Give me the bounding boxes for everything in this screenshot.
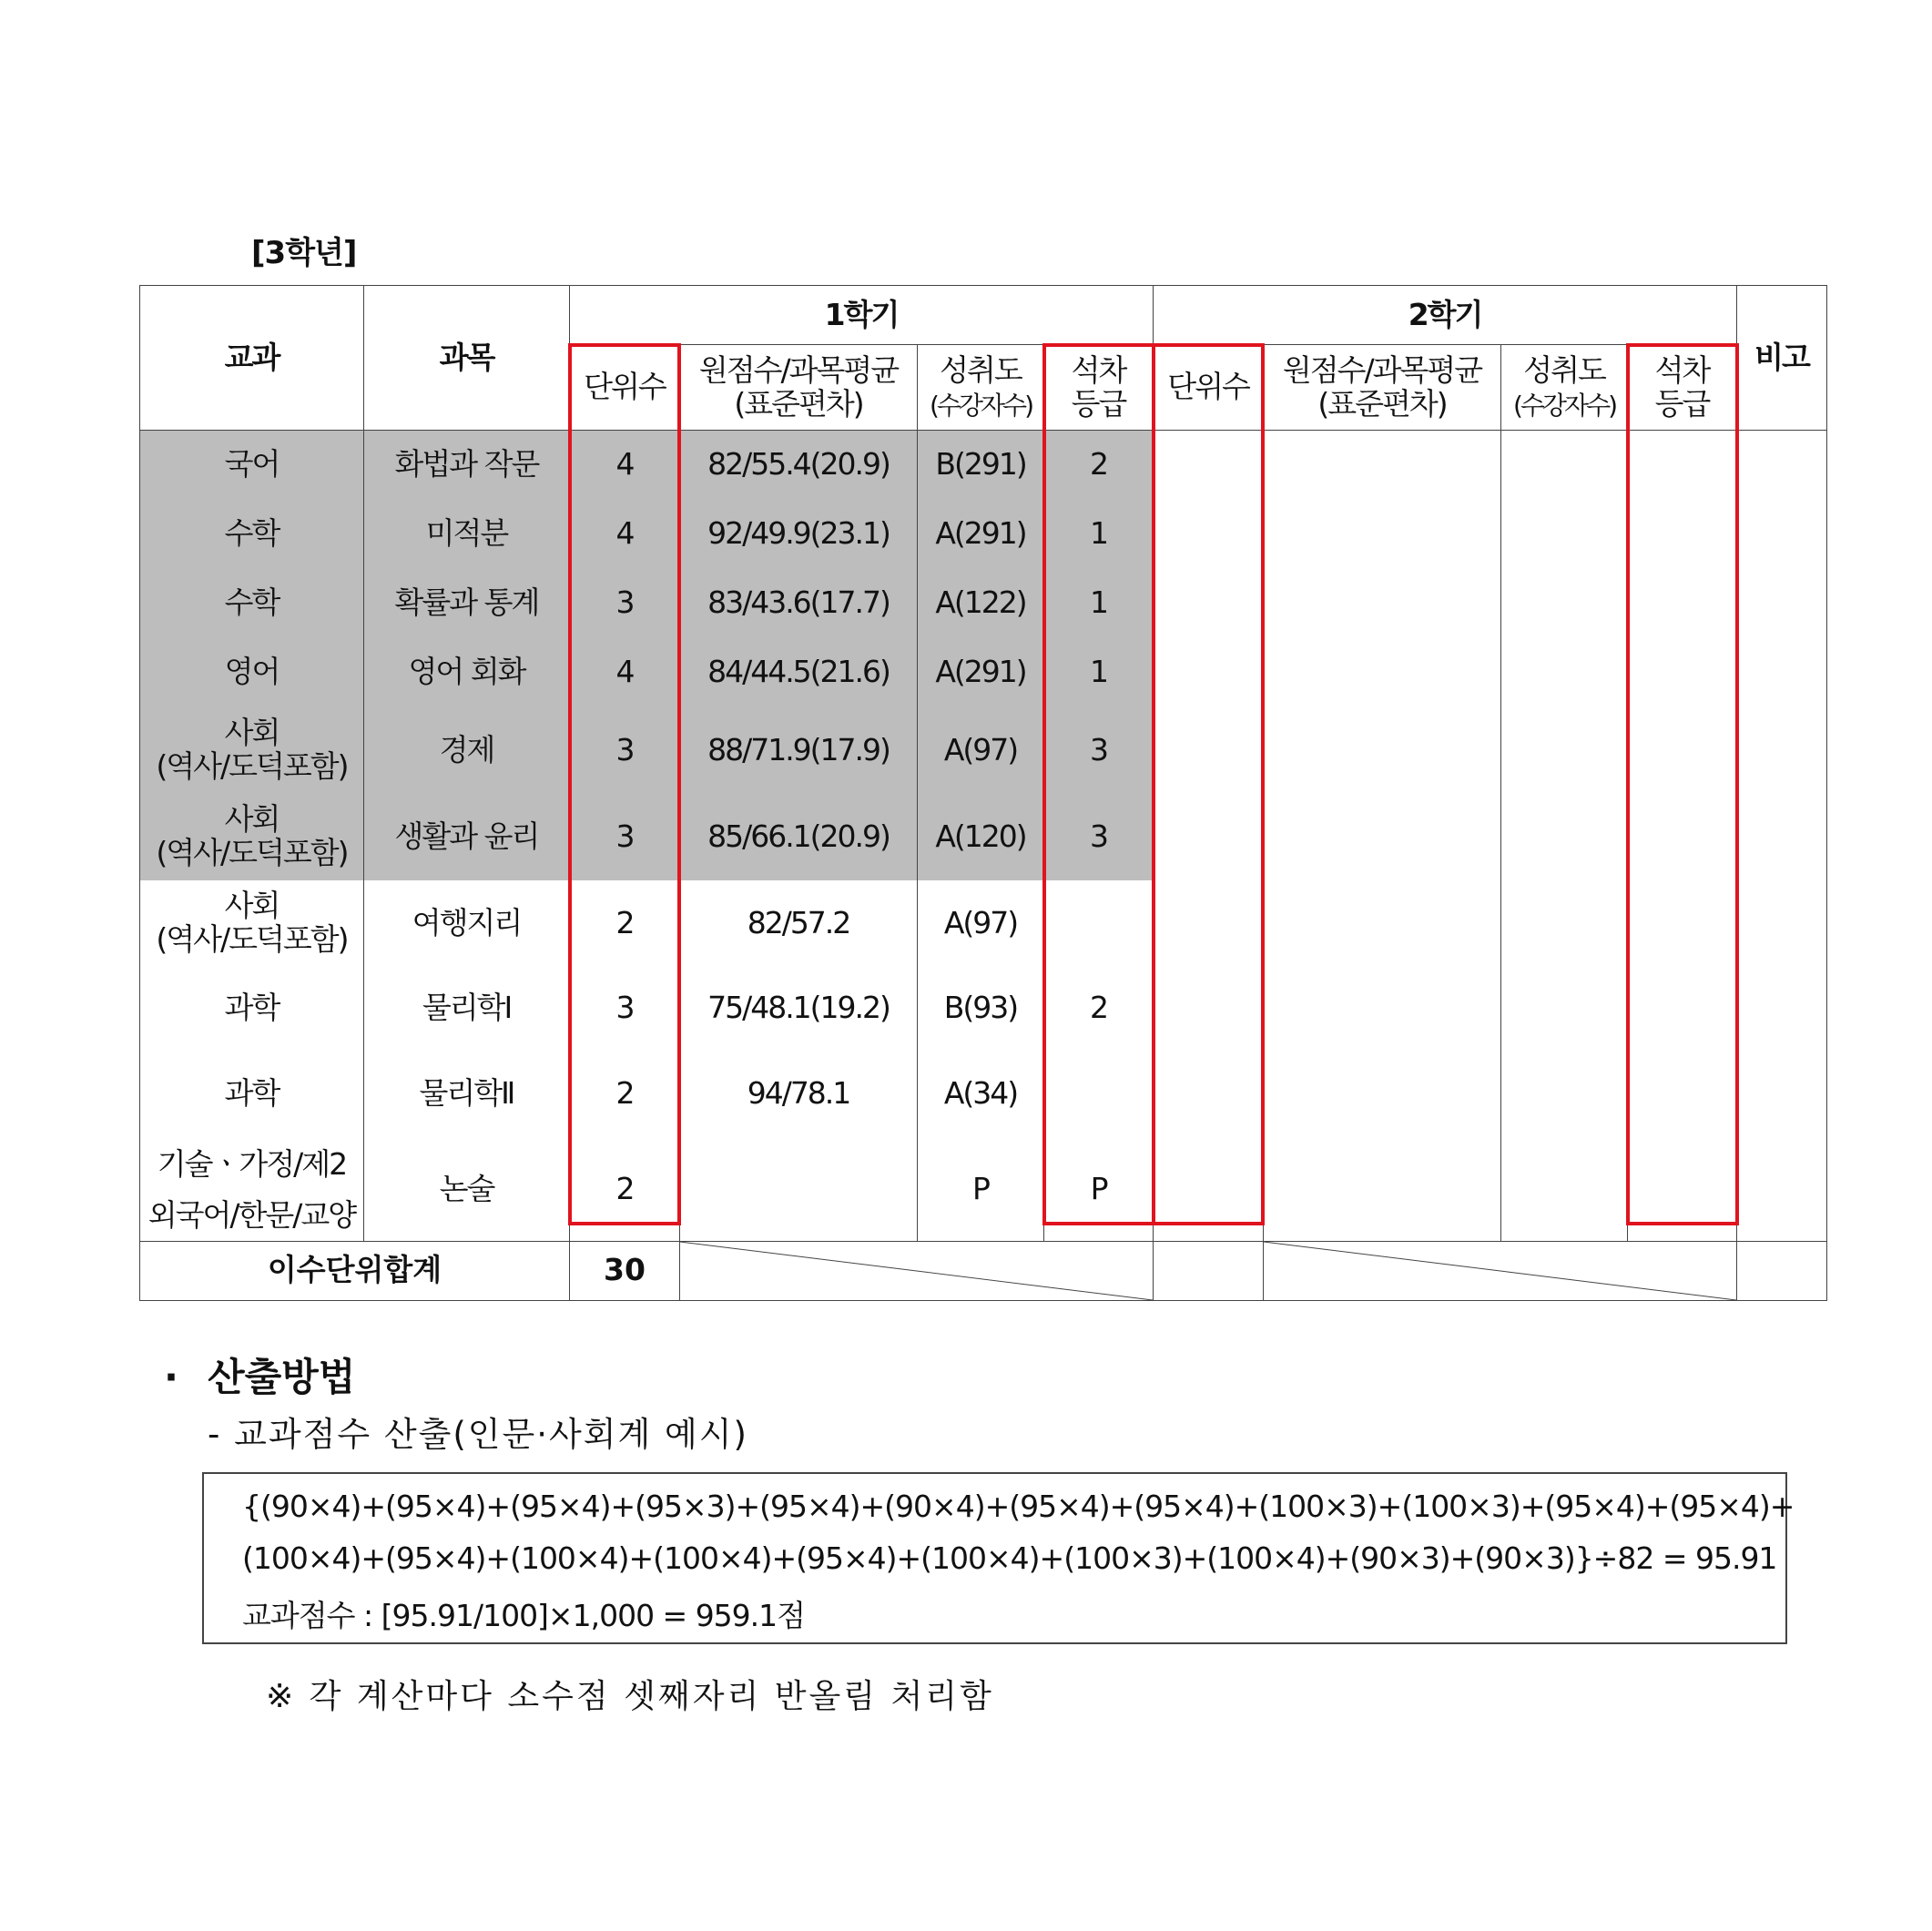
achievement-value: A(120) xyxy=(935,818,1026,854)
area-line1: 사회 xyxy=(224,801,280,838)
cell-s2-units xyxy=(1154,500,1264,569)
cell-course xyxy=(364,707,570,794)
cell-course xyxy=(364,638,570,707)
area-line2: (역사/도덕포함) xyxy=(156,835,348,870)
score-value: 84/44.5(21.6) xyxy=(707,654,890,690)
cell-area xyxy=(140,880,364,967)
header-s2-achievement-line2: (수강자수) xyxy=(1513,390,1616,421)
area-line1: 영어 xyxy=(224,654,280,690)
cell-s1-units xyxy=(570,500,680,569)
cell-remarks xyxy=(1737,569,1827,638)
cell-s1-rank xyxy=(1044,794,1154,880)
cell-s2-achievement xyxy=(1501,1139,1628,1242)
rank-value: P xyxy=(1090,1171,1107,1207)
grades-table xyxy=(139,285,1827,1301)
cell-s1-score xyxy=(680,569,918,638)
header-s2-achievement-line1: 성취도 xyxy=(1523,351,1605,388)
area-line1: 사회 xyxy=(224,888,280,924)
score-value: 94/78.1 xyxy=(747,1075,850,1112)
achievement-value: A(291) xyxy=(935,515,1026,552)
cell-s1-rank xyxy=(1044,431,1154,500)
cell-s1-achievement xyxy=(918,431,1044,500)
cell-s1-achievement xyxy=(918,1050,1044,1139)
cell-s2-achievement xyxy=(1501,1050,1628,1139)
area-line1: 기술ㆍ가정/제2 xyxy=(157,1145,347,1182)
cell-s1-units xyxy=(570,794,680,880)
units-value: 4 xyxy=(615,515,634,552)
rank-value: 3 xyxy=(1090,731,1108,767)
score-value: 92/49.9(23.1) xyxy=(707,515,890,552)
course-name: 경제 xyxy=(439,731,494,767)
header-s2-units: 단위수 xyxy=(1154,345,1264,431)
total-s1-diagonal xyxy=(680,1241,1154,1300)
achievement-value: A(122) xyxy=(935,584,1026,621)
cell-course xyxy=(364,794,570,880)
rank-value: 1 xyxy=(1090,584,1108,621)
course-name: 확률과 통계 xyxy=(394,584,539,621)
score-value: 83/43.6(17.7) xyxy=(707,584,890,621)
cell-s1-units xyxy=(570,1139,680,1242)
cell-remarks xyxy=(1737,638,1827,707)
method-heading xyxy=(164,1347,355,1402)
header-s1-score xyxy=(680,345,918,431)
cell-s2-units xyxy=(1154,569,1264,638)
area-line2: (역사/도덕포함) xyxy=(156,921,348,957)
cell-s1-units xyxy=(570,1050,680,1139)
cell-s1-achievement xyxy=(918,569,1044,638)
area-line1: 수학 xyxy=(224,584,280,621)
course-name: 여행지리 xyxy=(412,904,522,940)
area-line1: 과학 xyxy=(224,989,280,1025)
total-s2-diagonal xyxy=(1264,1241,1737,1300)
cell-s2-units xyxy=(1154,638,1264,707)
header-s1-achievement-line2: (수강자수) xyxy=(929,390,1032,421)
header-semester2: 2학기 xyxy=(1154,286,1737,345)
cell-remarks xyxy=(1737,1050,1827,1139)
cell-s1-rank xyxy=(1044,638,1154,707)
cell-s2-rank xyxy=(1628,967,1737,1050)
cell-s2-score xyxy=(1264,638,1501,707)
cell-s1-score xyxy=(680,638,918,707)
course-name: 영어 회화 xyxy=(408,654,525,690)
achievement-value: B(291) xyxy=(935,446,1026,483)
units-value: 4 xyxy=(615,446,634,483)
area-line2: 외국어/한문/교양 xyxy=(147,1196,356,1233)
cell-s2-score xyxy=(1264,500,1501,569)
cell-course xyxy=(364,500,570,569)
cell-area xyxy=(140,500,364,569)
cell-area xyxy=(140,569,364,638)
table-row xyxy=(140,1139,1827,1242)
cell-remarks xyxy=(1737,431,1827,500)
cell-s2-achievement xyxy=(1501,638,1628,707)
cell-s2-score xyxy=(1264,569,1501,638)
cell-s2-achievement xyxy=(1501,967,1628,1050)
cell-s2-score xyxy=(1264,1139,1501,1242)
total-s2-units xyxy=(1154,1241,1264,1300)
rank-value: 1 xyxy=(1090,515,1108,552)
cell-area xyxy=(140,707,364,794)
cell-s1-rank xyxy=(1044,707,1154,794)
method-title: 산출방법 xyxy=(208,1355,356,1399)
formula-line-1: {(90×4)+(95×4)+(95×4)+(95×3)+(95×4)+(90×4)+(95×4)+(95×4)+(100×3)+(100×3)+(95×4)+(95×4)+ xyxy=(242,1489,1795,1524)
cell-s1-units xyxy=(570,431,680,500)
achievement-value: A(34) xyxy=(943,1075,1018,1112)
header-s1-achievement xyxy=(918,345,1044,431)
header-s1-units: 단위수 xyxy=(570,345,680,431)
cell-s1-rank xyxy=(1044,967,1154,1050)
cell-s1-score xyxy=(680,707,918,794)
header-s2-rank-line1: 석차 xyxy=(1654,351,1710,388)
achievement-value: P xyxy=(972,1171,989,1207)
cell-area xyxy=(140,1050,364,1139)
header-s1-rank xyxy=(1044,345,1154,431)
cell-course xyxy=(364,569,570,638)
cell-s1-score xyxy=(680,1050,918,1139)
rank-value: 1 xyxy=(1090,654,1108,690)
header-semester1: 1학기 xyxy=(570,286,1154,345)
units-value: 3 xyxy=(615,584,634,621)
total-remarks xyxy=(1737,1241,1827,1300)
cell-s1-rank xyxy=(1044,1050,1154,1139)
header-s2-achievement xyxy=(1501,345,1628,431)
course-name: 물리학Ⅰ xyxy=(422,989,512,1025)
rank-value: 3 xyxy=(1090,818,1108,854)
cell-s2-rank xyxy=(1628,569,1737,638)
cell-s1-units xyxy=(570,967,680,1050)
units-value: 3 xyxy=(615,731,634,767)
total-s1-units: 30 xyxy=(570,1241,680,1300)
cell-s1-achievement xyxy=(918,967,1044,1050)
cell-s2-units xyxy=(1154,880,1264,967)
grade-rows xyxy=(140,431,1827,1242)
area-line1: 사회 xyxy=(224,715,280,751)
cell-s2-units xyxy=(1154,1139,1264,1242)
units-value: 3 xyxy=(615,989,634,1025)
table-row xyxy=(140,794,1827,880)
formula-line-3: 교과점수 : [95.91/100]×1,000 = 959.1점 xyxy=(242,1598,806,1633)
cell-course xyxy=(364,880,570,967)
rounding-note: ※ 각 계산마다 소수점 셋째자리 반올림 처리함 xyxy=(266,1678,994,1715)
cell-area xyxy=(140,1139,364,1242)
header-s1-achievement-line1: 성취도 xyxy=(940,351,1022,388)
cell-remarks xyxy=(1737,707,1827,794)
cell-s1-rank xyxy=(1044,500,1154,569)
header-s1-score-line1: 원점수/과목평균 xyxy=(698,351,899,388)
cell-area xyxy=(140,431,364,500)
cell-s1-achievement xyxy=(918,880,1044,967)
score-value: 82/55.4(20.9) xyxy=(707,446,890,483)
header-remarks: 비고 xyxy=(1737,286,1827,431)
cell-course xyxy=(364,1139,570,1242)
cell-s2-rank xyxy=(1628,707,1737,794)
units-value: 2 xyxy=(615,1171,634,1207)
cell-s1-score xyxy=(680,1139,918,1242)
formula-box xyxy=(202,1472,1795,1644)
cell-s2-rank xyxy=(1628,1139,1737,1242)
units-value: 2 xyxy=(615,904,634,940)
cell-remarks xyxy=(1737,500,1827,569)
score-value: 75/48.1(19.2) xyxy=(707,989,890,1025)
cell-s2-score xyxy=(1264,431,1501,500)
cell-s1-achievement xyxy=(918,1139,1044,1242)
achievement-value: B(93) xyxy=(943,989,1018,1025)
cell-s1-score xyxy=(680,880,918,967)
units-value: 2 xyxy=(615,1075,634,1112)
cell-s2-units xyxy=(1154,967,1264,1050)
table-row xyxy=(140,569,1827,638)
header-s2-score-line2: (표준편차) xyxy=(1317,385,1447,422)
cell-remarks xyxy=(1737,794,1827,880)
cell-s2-achievement xyxy=(1501,431,1628,500)
method-bullet: · xyxy=(164,1355,178,1399)
cell-s1-score xyxy=(680,967,918,1050)
header-s1-rank-line1: 석차 xyxy=(1071,351,1126,388)
course-name: 화법과 작문 xyxy=(394,446,539,483)
cell-s2-units xyxy=(1154,794,1264,880)
header-s2-score xyxy=(1264,345,1501,431)
cell-s2-score xyxy=(1264,967,1501,1050)
area-line1: 수학 xyxy=(224,515,280,552)
course-name: 논술 xyxy=(439,1171,494,1207)
cell-s2-units xyxy=(1154,707,1264,794)
header-s1-rank-line2: 등급 xyxy=(1071,385,1126,422)
cell-s2-score xyxy=(1264,794,1501,880)
cell-s2-rank xyxy=(1628,794,1737,880)
cell-s2-rank xyxy=(1628,880,1737,967)
cell-s1-score xyxy=(680,794,918,880)
grade-title: [3학년] xyxy=(251,235,357,271)
units-value: 3 xyxy=(615,818,634,854)
achievement-value: A(97) xyxy=(943,731,1018,767)
header-s2-score-line1: 원점수/과목평균 xyxy=(1282,351,1482,388)
cell-s2-score xyxy=(1264,707,1501,794)
table-row xyxy=(140,1050,1827,1139)
area-line1: 국어 xyxy=(224,446,280,483)
cell-s2-rank xyxy=(1628,638,1737,707)
score-value: 88/71.9(17.9) xyxy=(707,731,890,767)
cell-s2-achievement xyxy=(1501,794,1628,880)
cell-s2-rank xyxy=(1628,500,1737,569)
course-name: 미적분 xyxy=(425,515,508,552)
cell-s2-achievement xyxy=(1501,569,1628,638)
cell-s1-units xyxy=(570,569,680,638)
header-s1-score-line2: (표준편차) xyxy=(734,385,863,422)
cell-s2-achievement xyxy=(1501,500,1628,569)
course-name: 생활과 윤리 xyxy=(394,818,539,854)
cell-s1-rank xyxy=(1044,1139,1154,1242)
table-row xyxy=(140,431,1827,500)
cell-course xyxy=(364,431,570,500)
cell-course xyxy=(364,967,570,1050)
cell-s1-rank xyxy=(1044,569,1154,638)
cell-course xyxy=(364,1050,570,1139)
table-row xyxy=(140,967,1827,1050)
formula-line-2: (100×4)+(95×4)+(100×4)+(100×4)+(95×4)+(100×4)+(100×3)+(100×4)+(90×3)+(90×3)}÷82 = 95.91 xyxy=(242,1540,1777,1576)
score-value: 85/66.1(20.9) xyxy=(707,818,890,854)
table-row xyxy=(140,707,1827,794)
total-label: 이수단위합계 xyxy=(140,1241,570,1300)
cell-area xyxy=(140,638,364,707)
header-course: 과목 xyxy=(364,286,570,431)
cell-s2-score xyxy=(1264,1050,1501,1139)
cell-s1-achievement xyxy=(918,500,1044,569)
cell-s2-score xyxy=(1264,880,1501,967)
cell-s1-achievement xyxy=(918,707,1044,794)
table-row xyxy=(140,500,1827,569)
table-row xyxy=(140,880,1827,967)
cell-remarks xyxy=(1737,1139,1827,1242)
cell-s2-achievement xyxy=(1501,880,1628,967)
cell-remarks xyxy=(1737,967,1827,1050)
cell-area xyxy=(140,967,364,1050)
rank-value: 2 xyxy=(1090,446,1108,483)
header-s2-rank xyxy=(1628,345,1737,431)
cell-s1-units xyxy=(570,707,680,794)
rank-value: 2 xyxy=(1090,989,1108,1025)
cell-remarks xyxy=(1737,880,1827,967)
cell-s2-units xyxy=(1154,1050,1264,1139)
cell-s2-units xyxy=(1154,431,1264,500)
achievement-value: A(291) xyxy=(935,654,1026,690)
table-row xyxy=(140,638,1827,707)
cell-s1-units xyxy=(570,638,680,707)
area-line1: 과학 xyxy=(224,1075,280,1112)
header-subject-area: 교과 xyxy=(140,286,364,431)
cell-area xyxy=(140,794,364,880)
area-line2: (역사/도덕포함) xyxy=(156,748,348,784)
cell-s1-rank xyxy=(1044,880,1154,967)
cell-s1-score xyxy=(680,431,918,500)
achievement-value: A(97) xyxy=(943,904,1018,940)
header-s2-rank-line2: 등급 xyxy=(1654,385,1710,422)
cell-s1-achievement xyxy=(918,638,1044,707)
cell-s1-units xyxy=(570,880,680,967)
cell-s1-achievement xyxy=(918,794,1044,880)
course-name: 물리학Ⅱ xyxy=(419,1075,514,1112)
cell-s2-rank xyxy=(1628,1050,1737,1139)
cell-s2-achievement xyxy=(1501,707,1628,794)
units-value: 4 xyxy=(615,654,634,690)
method-subtitle: - 교과점수 산출(인문·사회계 예시) xyxy=(208,1415,748,1454)
cell-s2-rank xyxy=(1628,431,1737,500)
score-value: 82/57.2 xyxy=(747,904,850,940)
cell-s1-score xyxy=(680,500,918,569)
